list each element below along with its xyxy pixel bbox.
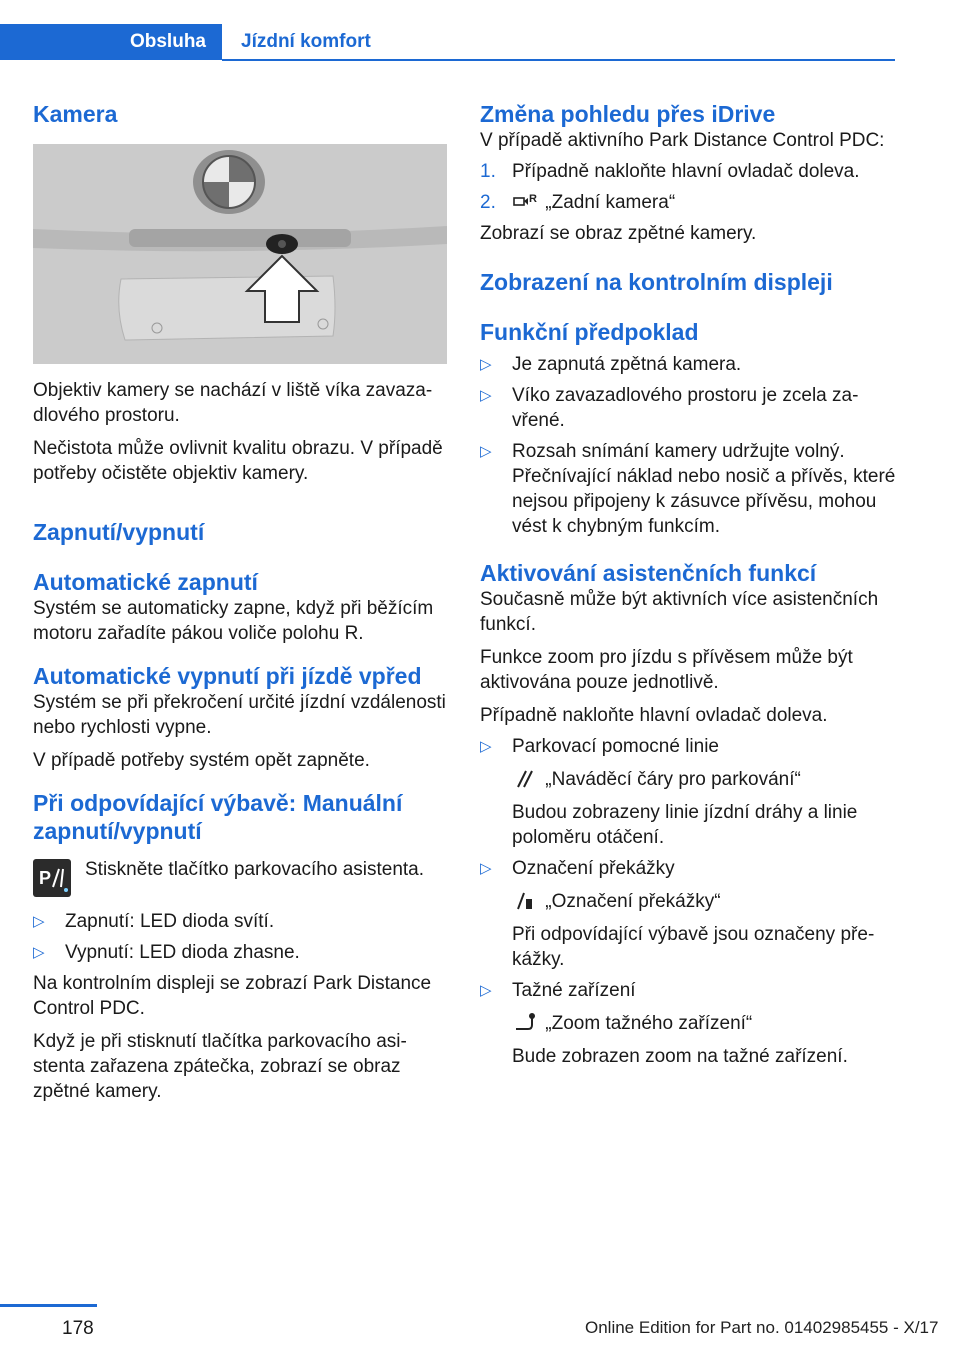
- auto-on-paragraph: Systém se automaticky zapne, když při běžícím motoru zařadíte pákou voliče polohu R.: [33, 598, 434, 644]
- right-column: [480, 100, 900, 1069]
- park-assist-button-icon: [33, 859, 71, 897]
- list-item: ▷ Vypnutí: LED dioda zhasne.: [33, 942, 300, 963]
- rear-camera-icon: [512, 190, 540, 212]
- section-tab-obsluha[interactable]: Obsluha: [0, 24, 222, 60]
- pdc-button-row: [33, 857, 451, 903]
- step-item: 2. R „Zadní kamera“: [480, 192, 676, 213]
- heading-idrive: Změna pohledu přes iDrive: [480, 101, 776, 127]
- assist-list: [480, 734, 900, 1069]
- list-item: ▷ Tažné zařízení „Zoom tažného zařízení“ Bude zobrazen zoom na tažné zařízení.: [480, 978, 900, 1069]
- heading-auto-zapnuti: Automatické zapnutí: [33, 569, 258, 595]
- camera-photo-illustration: [33, 144, 447, 364]
- page-number: 178: [62, 1318, 94, 1339]
- tow-zoom-row: „Zoom tažného zařízení“: [512, 1011, 900, 1036]
- manual-button-text: Stiskněte tlačítko parkovacího asistenta.: [85, 859, 425, 880]
- idrive-after: Zobrazí se obraz zpětné kamery.: [480, 223, 757, 244]
- list-item: ▷ Označení překážky „Označení překážky“ Při odpovídající výbavě jsou označeny překážky.: [480, 856, 900, 972]
- auto-off-paragraph-2: V případě potřeby systém opět zapněte.: [33, 750, 370, 771]
- triangle-bullet-icon: ▷: [480, 860, 492, 877]
- list-item: ▷ Rozsah snímání kamery udržujte volný. Přečnívající náklad nebo nosič a přívěs, které nejsou připojeny k zásuvce přívěsu, mohou vést k chybným funkcím.: [480, 441, 896, 537]
- section-tab-jizdni-komfort[interactable]: Jízdní komfort: [241, 31, 371, 52]
- kamera-paragraph-1: Objektiv kamery se nachází v liště víka zavazadlového prostoru.: [33, 380, 433, 426]
- parking-lines-desc: Budou zobrazeny linie jízdní dráhy a linie poloměru otáčení.: [512, 802, 858, 848]
- assist-paragraph-1: Současně může být aktivních více asistenčních funkcí.: [480, 589, 879, 635]
- manual-paragraph-1: Na kontrolním displeji se zobrazí Park Distance Control PDC.: [33, 973, 432, 1019]
- svg-text:P: P: [39, 868, 52, 888]
- list-item: ▷ Zapnutí: LED dioda svítí.: [33, 911, 275, 932]
- heading-auto-vypnuti: Automatické vypnutí při jízdě vpřed: [33, 663, 422, 689]
- heading-kamera: Kamera: [33, 101, 118, 127]
- svg-text:R: R: [529, 193, 537, 205]
- obstacle-marking-desc: Při odpovídající výbavě jsou označeny překážky.: [512, 924, 875, 970]
- edition-note: Online Edition for Part no. 01402985455 - X/17: [585, 1318, 939, 1337]
- tow-zoom-desc: Bude zobrazen zoom na tažné zařízení.: [512, 1046, 848, 1067]
- obstacle-marking-icon: [512, 889, 540, 911]
- kamera-paragraph-2: Nečistota může ovlivnit kvalitu obrazu. V případě potřeby očistěte objektiv kamery.: [33, 438, 443, 484]
- footer-rule: [0, 1304, 97, 1307]
- parking-lines-icon: [512, 767, 540, 789]
- triangle-bullet-icon: ▷: [480, 982, 492, 999]
- manual-paragraph-2: Když je při stisknutí tlačítka parkovacího asistenta zařazena zpátečka, zobrazí se obraz zpětné kamery.: [33, 1031, 407, 1102]
- triangle-bullet-icon: ▷: [480, 738, 492, 755]
- manual-led-list: [33, 909, 451, 965]
- assist-paragraph-2: Funkce zoom pro jízdu s přívěsem může být aktivována pouze jednotlivě.: [480, 647, 853, 693]
- triangle-bullet-icon: ▷: [480, 443, 492, 460]
- page-header: [0, 24, 895, 62]
- parking-lines-row: „Naváděcí čáry pro parkování“: [512, 767, 900, 792]
- left-column: [33, 100, 451, 1104]
- heading-display: Zobrazení na kontrolním displeji: [480, 269, 833, 295]
- heading-assist: Aktivování asistenčních funkcí: [480, 560, 817, 586]
- camera-location-photo: [33, 144, 447, 364]
- auto-off-paragraph-1: Systém se při překročení určité jízdní vzdálenosti nebo rychlosti vypne.: [33, 692, 446, 738]
- heading-manual: Při odpovídající výbavě: Manuální zapnutí/vypnutí: [33, 790, 403, 844]
- step-item: 1. Případně nakloňte hlavní ovladač doleva.: [480, 161, 860, 182]
- triangle-bullet-icon: ▷: [33, 913, 45, 930]
- heading-prerequisite: Funkční předpoklad: [480, 319, 699, 345]
- list-item: ▷ Je zapnutá zpětná kamera.: [480, 354, 742, 375]
- triangle-bullet-icon: ▷: [33, 944, 45, 961]
- heading-zapnuti-vypnuti: Zapnutí/vypnutí: [33, 519, 205, 545]
- triangle-bullet-icon: ▷: [480, 356, 492, 373]
- prereq-list: [480, 352, 900, 539]
- idrive-steps: [480, 159, 900, 215]
- list-item: ▷ Víko zavazadlového prostoru je zcela zavřené.: [480, 385, 859, 431]
- tow-hitch-zoom-icon: [512, 1011, 540, 1033]
- assist-paragraph-3: Případně nakloňte hlavní ovladač doleva.: [480, 705, 828, 726]
- header-rule: [222, 59, 895, 61]
- list-item: ▷ Parkovací pomocné linie „Naváděcí čáry pro parkování“ Budou zobrazeny linie jízdní dráhy a linie poloměru otáčení.: [480, 734, 900, 850]
- obstacle-marking-row: „Označení překážky“: [512, 889, 900, 914]
- idrive-paragraph: V případě aktivního Park Distance Control PDC:: [480, 130, 885, 151]
- triangle-bullet-icon: ▷: [480, 387, 492, 404]
